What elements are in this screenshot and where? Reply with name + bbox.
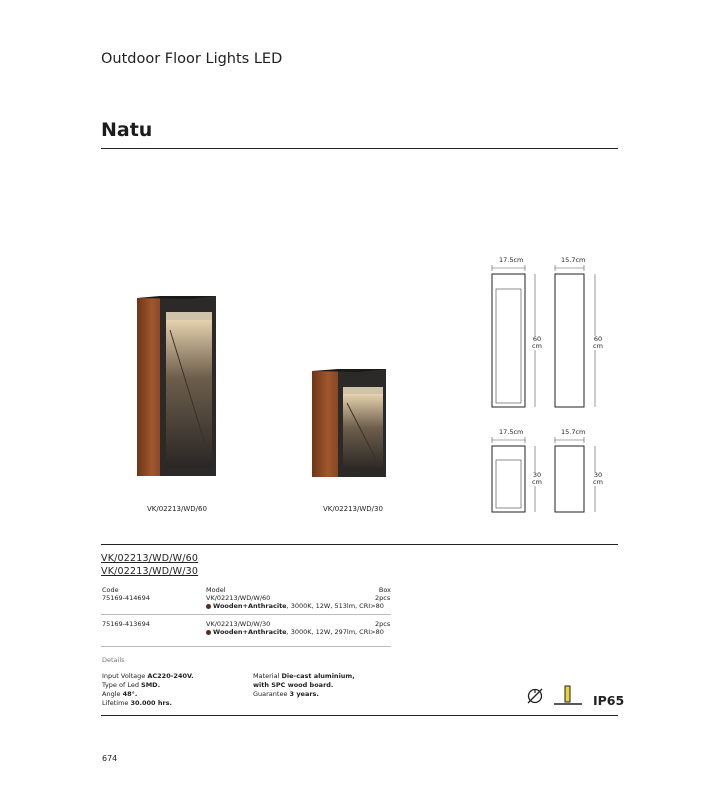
row-model: VK/02213/WD/W/30 [206, 620, 271, 628]
bottom-divider [101, 715, 618, 716]
angle-label: Angle [102, 690, 123, 698]
dimension-drawing-short [486, 434, 606, 516]
dim-height-value: 30 [593, 471, 603, 479]
row-code: 75169-414694 [102, 594, 150, 602]
material-label: Material [253, 672, 282, 680]
row-finish: Wooden+Anthracite [213, 602, 287, 610]
input-voltage-label: Input Voltage [102, 672, 148, 680]
dim-height-unit: cm [532, 342, 542, 350]
row-divider [101, 614, 391, 615]
details-right [253, 672, 355, 699]
lifetime-value: 30.000 hrs. [130, 699, 172, 707]
col-header-code: Code [102, 586, 119, 594]
floor-mount-icon [552, 684, 584, 708]
dim-front-width-tall: 17.5cm [499, 256, 524, 264]
dim-height-unit: cm [593, 342, 603, 350]
row-model: VK/02213/WD/W/60 [206, 594, 271, 602]
row-box: 2pcs [375, 620, 391, 628]
input-voltage-value: AC220-240V. [147, 672, 194, 680]
details-heading: Details [102, 656, 125, 664]
ip-rating: IP65 [593, 693, 625, 708]
dim-height-value: 60 [593, 335, 603, 343]
material-value-2: with SPC wood board. [253, 681, 334, 689]
dim-height-side-short [592, 472, 604, 486]
finish-color-swatch [206, 604, 211, 609]
model-title-60: VK/02213/WD/W/60 [101, 553, 199, 564]
dim-height-front-tall [531, 336, 543, 350]
category-title: Outdoor Floor Lights LED [101, 51, 283, 67]
row-finish-line [206, 628, 384, 636]
lifetime-label: Lifetime [102, 699, 131, 707]
dim-height-side-tall [592, 336, 604, 350]
col-header-model: Model [206, 586, 226, 594]
guarantee-label: Guarantee [253, 690, 290, 698]
product-title: Natu [101, 119, 153, 141]
dim-height-value: 60 [532, 335, 542, 343]
dim-side-width-tall: 15.7cm [561, 256, 586, 264]
no-dimmer-icon [525, 686, 545, 706]
page-number: 674 [102, 754, 118, 763]
row-box: 2pcs [375, 594, 391, 602]
model-title-30: VK/02213/WD/W/30 [101, 566, 199, 577]
product-image-tall [130, 290, 230, 480]
row-specs: , 3000K, 12W, 513lm, CRI>80 [286, 602, 384, 610]
finish-color-swatch [206, 630, 211, 635]
dim-height-value: 30 [532, 471, 542, 479]
material-value: Die-cast aluminium, [281, 672, 355, 680]
row-finish: Wooden+Anthracite [213, 628, 287, 636]
angle-value: 48°. [122, 690, 138, 698]
led-type-value: SMD. [141, 681, 161, 689]
row-divider [101, 646, 391, 647]
row-specs: , 3000K, 12W, 297lm, CRI>80 [286, 628, 384, 636]
product-image-short [306, 363, 390, 483]
dim-side-width-short: 15.7cm [561, 428, 586, 436]
guarantee-value: 3 years. [289, 690, 319, 698]
dim-front-width-short: 17.5cm [499, 428, 524, 436]
dimension-drawing-tall [486, 262, 606, 412]
dim-height-front-short [531, 472, 543, 486]
dim-height-unit: cm [593, 478, 603, 486]
led-type-label: Type of Led [102, 681, 142, 689]
col-header-box: Box [378, 586, 391, 594]
product-caption-tall: VK/02213/WD/60 [147, 505, 207, 513]
title-divider [101, 148, 618, 149]
row-code: 75169-413694 [102, 620, 150, 628]
codes-divider [101, 544, 618, 545]
row-finish-line [206, 602, 384, 610]
details-left [102, 672, 194, 708]
dim-height-unit: cm [532, 478, 542, 486]
product-caption-short: VK/02213/WD/30 [323, 505, 383, 513]
